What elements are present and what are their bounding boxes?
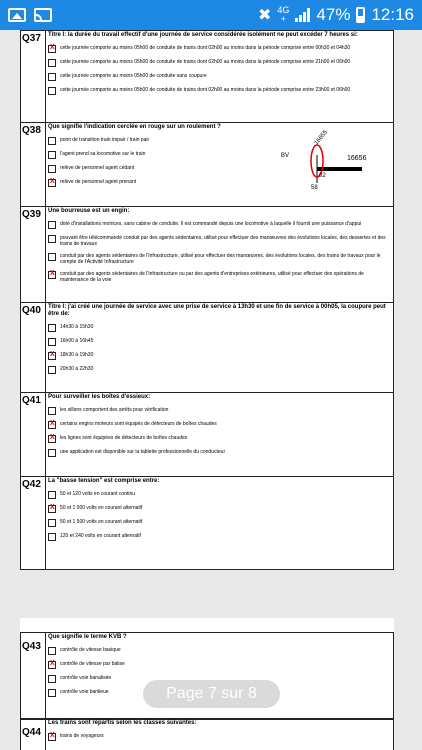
answer-option[interactable]: contrôle voie banlieue: [48, 689, 391, 697]
answer-option[interactable]: 50 et 120 volts en courant continu: [48, 491, 391, 499]
question-number: Q38: [22, 125, 41, 136]
question-number: Q40: [22, 305, 41, 316]
answer-option[interactable]: cette journée comporte au moins 05h00 de conduite de trains dont 02h00 au moins dans la période comprise entre 23h00 et 06h00: [48, 87, 391, 95]
answer-option[interactable]: X les lignes sont équipées de détecteurs de boîtes chaudes: [48, 435, 391, 443]
question-block: [20, 392, 394, 476]
question-block: [20, 206, 394, 302]
question-number: Q42: [22, 479, 41, 490]
checkbox[interactable]: [48, 45, 56, 53]
question-number: Q43: [22, 641, 41, 652]
checkbox[interactable]: [48, 733, 56, 741]
question-block: [20, 302, 394, 392]
answer-option[interactable]: X relève de personnel agent prenant: [48, 179, 391, 187]
answer-option[interactable]: cette journée comporte au moins 05h00 de conduite de trains dont 02h00 au moins dans la période comprise entre 21h00 et 06h00: [48, 59, 391, 67]
question-title: Une bourreuse est un engin:: [48, 208, 130, 214]
checkbox[interactable]: [48, 87, 56, 95]
answer-option[interactable]: une application est disponible sur la tablette professionnelle du conducteur: [48, 449, 391, 457]
question-title: Que signifie l'indication cerclée en rouge sur un roulement ?: [48, 124, 221, 130]
signal-icon: [295, 8, 310, 22]
answer-option[interactable]: point de transition train impair / train pair: [48, 137, 391, 145]
question-block: [20, 30, 394, 122]
answer-option[interactable]: relève de personnel agent cédant: [48, 165, 391, 173]
question-block: [20, 122, 394, 206]
answer-option[interactable]: conduit par des agents sédentaires de l'Infrastructure, utilisé pour effectuer des manœuvres, des évolutions locales, des trains de travaux pour le compte de l'Activité Infrastructure: [48, 253, 391, 265]
checkbox[interactable]: [48, 221, 56, 229]
answer-option[interactable]: pouvant être télécommandé conduit par des agents sédentaires, utilisé pour effectuer des manœuvres des évolutions locales, des dessertes et des trains de travaux: [48, 235, 391, 247]
answer-option[interactable]: l'agent prend sa locomotive sur le train: [48, 151, 391, 159]
question-title: Les trains sont répartis selon les classes suivantes:: [48, 720, 197, 726]
answer-option[interactable]: X contrôle de vitesse par balise: [48, 661, 391, 669]
checkbox[interactable]: [48, 407, 56, 415]
status-bar: [0, 0, 422, 30]
checkbox[interactable]: [48, 73, 56, 81]
question-number: Q39: [22, 209, 41, 220]
battery-icon: [356, 7, 365, 23]
checkbox[interactable]: [48, 137, 56, 145]
checkbox[interactable]: [48, 179, 56, 187]
checkbox[interactable]: [48, 165, 56, 173]
answer-option[interactable]: 50 et 1 500 volts en courant alternatif: [48, 519, 391, 527]
checkbox[interactable]: [48, 352, 56, 360]
checkbox[interactable]: [48, 338, 56, 346]
checkbox[interactable]: [48, 647, 56, 655]
question-block: [20, 718, 394, 750]
answer-option[interactable]: contrôle de vitesse basique: [48, 647, 391, 655]
checkbox[interactable]: [48, 519, 56, 527]
network-type: 4G +: [277, 5, 290, 24]
question-number: Q41: [22, 395, 41, 406]
answer-option[interactable]: X conduit par des agents sédentaires de l'Infrastructure ou par des agents d'entreprises extérieures, utilisé pour effectuer des opérations de maintenance de la voie: [48, 271, 391, 283]
question-number: Q44: [22, 727, 41, 738]
answer-option[interactable]: X certains engins moteurs sont équipés de détecteurs de boîtes chaudes: [48, 421, 391, 429]
question-title: La "basse tension" est comprise entre:: [48, 478, 160, 484]
roster-diagram-svg: [277, 135, 387, 191]
answer-option[interactable]: X 18h30 à 19h30: [48, 352, 391, 360]
checkbox[interactable]: [48, 689, 56, 697]
checkbox[interactable]: [48, 324, 56, 332]
checkbox[interactable]: [48, 253, 56, 261]
checkbox[interactable]: [48, 151, 56, 159]
answer-option[interactable]: 20h30 à 22h30: [48, 366, 391, 374]
checkbox[interactable]: [48, 491, 56, 499]
checkbox[interactable]: [48, 435, 56, 443]
checkbox[interactable]: [48, 675, 56, 683]
checkbox[interactable]: [48, 449, 56, 457]
pdf-page-7: [20, 30, 394, 570]
answer-option[interactable]: les sillons comportent des arrêts pour vérification: [48, 407, 391, 415]
cast-notification-icon: [34, 8, 52, 22]
clock: 12:16: [371, 5, 414, 24]
checkbox[interactable]: [48, 661, 56, 669]
answer-option[interactable]: cette journée comporte au moins 05h00 de conduite sans coupure: [48, 73, 391, 81]
question-title: Titre I: j'ai créé une journée de service avec une prise de service à 13h30 et une fin de service à 00h05, la coupure peut être de:: [48, 304, 386, 317]
answer-option[interactable]: X 50 et 1 000 volts en courant alternatif: [48, 505, 391, 513]
checkbox[interactable]: [48, 59, 56, 67]
mute-icon: ✖: [258, 7, 272, 24]
checkbox[interactable]: [48, 366, 56, 374]
battery-percent: 47%: [316, 5, 351, 24]
answer-option[interactable]: contrôle voie banalisée: [48, 675, 391, 683]
answer-option[interactable]: X trains de voyageurs: [48, 733, 391, 741]
answer-option[interactable]: 14h30 à 15h30: [48, 324, 391, 332]
image-notification-icon: [8, 8, 26, 22]
question-title: Pour surveiller les boîtes d'essieux:: [48, 394, 151, 400]
question-block: [20, 476, 394, 570]
checkbox[interactable]: [48, 421, 56, 429]
answer-option[interactable]: doté d'installations motrices, sans cabine de conduite. Il est commandé depuis une locomotive à laquelle il fournit une puissance d'appui: [48, 221, 391, 229]
checkbox[interactable]: [48, 271, 56, 279]
question-number: Q37: [22, 33, 41, 44]
answer-option[interactable]: X cette journée comporte au moins 05h00 de conduite de trains dont 02h00 au moins dans la période comprise entre 00h30 et 04h30: [48, 45, 391, 53]
checkbox[interactable]: [48, 533, 56, 541]
checkbox[interactable]: [48, 505, 56, 513]
answer-option[interactable]: 16h00 à 16h45: [48, 338, 391, 346]
checkbox[interactable]: [48, 235, 56, 243]
question-title: Que signifie le terme KVB ?: [48, 634, 127, 640]
page-indicator: Page 7 sur 8: [143, 680, 280, 708]
answer-option[interactable]: 120 et 240 volts en courant alternatif: [48, 533, 391, 541]
question-title: Titre I: la durée du travail effectif d'une journée de service considérée isolément ne peut excéder 7 heures si:: [48, 32, 358, 38]
roster-diagram: 16655 BV 16656 02 58: [277, 135, 387, 191]
